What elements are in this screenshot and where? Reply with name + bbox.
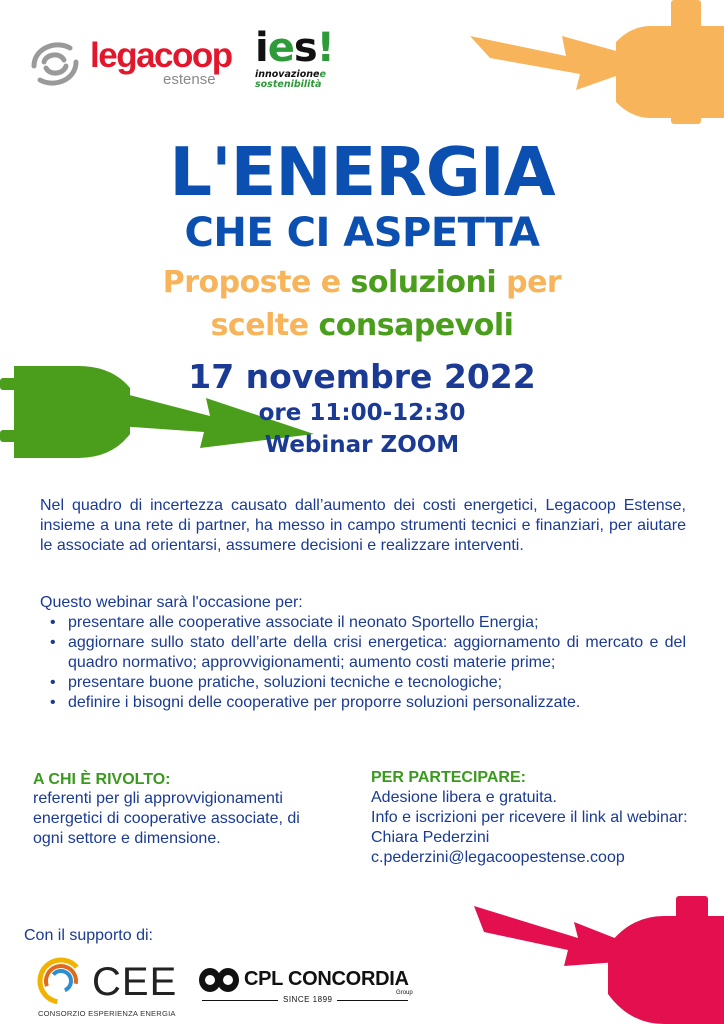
list-item: • aggiornare sullo stato dell’arte della crisi energetica: aggiornamento di mercato e del quadro normativo; approvvigionamenti; aumento costi materie prime; <box>68 633 686 673</box>
event-date: 17 novembre 2022 <box>188 357 536 396</box>
swirl-icon <box>26 36 84 92</box>
cpl-logo <box>198 964 414 1014</box>
participation-label: PER PARTECIPARE: <box>371 769 526 786</box>
cpl-since: SINCE 1899 <box>278 995 337 1004</box>
cpl-emblem-icon <box>198 966 240 994</box>
intro-paragraph: Nel quadro di incertezza causato dall’aumento dei costi energetici, Legacoop Estense, insieme a una rete di partner, ha messo in campo strumenti tecnici e finanziari, per aiutare le associate ad orientarsi, assumere decisioni e realizzare interventi. <box>40 497 686 554</box>
participation-email[interactable]: c.pederzini@legacoopestense.coop <box>371 849 625 866</box>
yellow-plug-icon <box>466 0 724 124</box>
cpl-wordmark: CPL CONCORDIA <box>244 968 409 990</box>
subtitle-line-1: Proposte e soluzioni per <box>162 265 562 300</box>
legacoop-subtitle: estense <box>163 71 216 88</box>
cee-rings-icon <box>36 956 86 1006</box>
list-item: • definire i bisogni delle cooperative per proporre soluzioni personalizzate. <box>68 693 686 713</box>
title-line-1: L'ENERGIA <box>169 133 555 211</box>
red-plug-icon <box>468 896 724 1024</box>
participation-info: Info e iscrizioni per ricevere il link al webinar: Chiara Pederzini <box>371 809 688 846</box>
subtitle-line-2: scelte consapevoli <box>210 308 514 343</box>
audience-label: A CHI È RIVOLTO: <box>33 771 171 788</box>
audience-text: referenti per gli approvvigionamenti energetici di cooperative associate, di ogni settore e dimensione. <box>33 790 300 847</box>
ies-logo <box>253 25 345 98</box>
list-item: • presentare buone pratiche, soluzioni tecniche e tecnologiche; <box>68 673 686 693</box>
event-time: ore 11:00-12:30 <box>258 400 466 426</box>
cee-logo <box>36 954 176 1018</box>
cee-subtitle: CONSORZIO ESPERIENZA ENERGIA <box>38 1009 176 1018</box>
legacoop-logo <box>26 36 236 92</box>
legacoop-wordmark: legacoop <box>90 36 232 75</box>
event-platform: Webinar ZOOM <box>264 432 460 458</box>
list-item: • presentare alle cooperative associate il neonato Sportello Energia; <box>68 613 686 633</box>
ies-tagline: innovazionee sostenibilità <box>255 69 326 91</box>
participation-free: Adesione libera e gratuita. <box>371 789 557 806</box>
purpose-list <box>40 613 686 713</box>
support-label: Con il supporto di: <box>24 927 153 944</box>
title-line-2: CHE CI ASPETTA <box>184 210 540 256</box>
purpose-lead: Questo webinar sarà l'occasione per: <box>40 594 303 611</box>
cee-wordmark: CEE <box>92 960 178 1004</box>
ies-wordmark: ies! <box>255 25 334 71</box>
cpl-group-label: Group <box>396 990 413 996</box>
